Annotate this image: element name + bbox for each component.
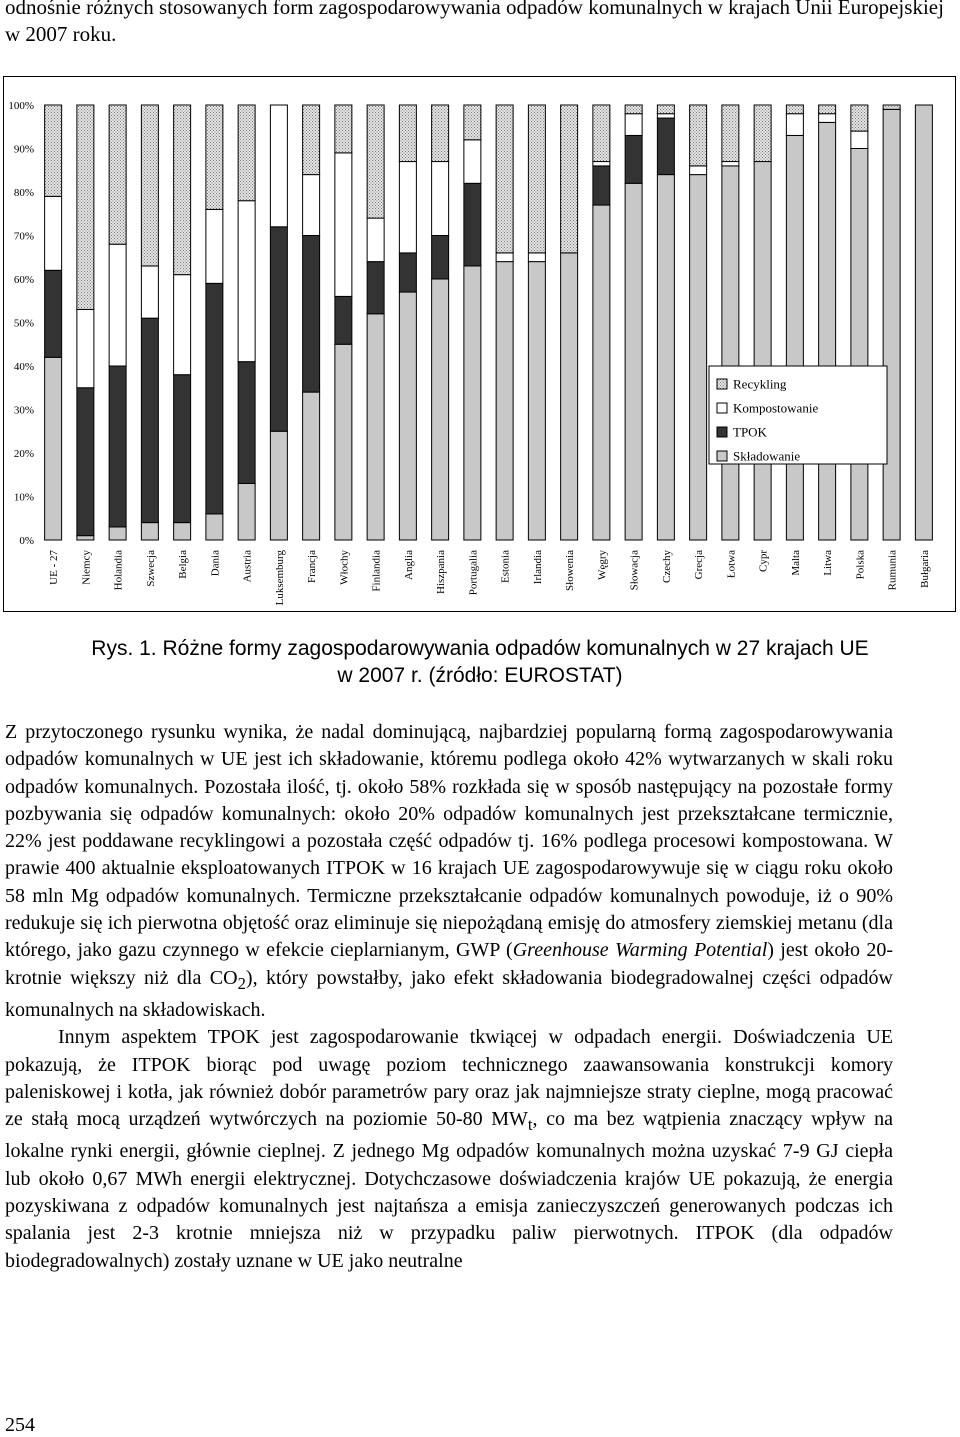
bar-segment-tpok [174, 375, 191, 523]
x-tick-label: Portugalia [467, 550, 480, 596]
y-tick-label: 0% [19, 535, 34, 547]
bar-segment-kompostowanie [206, 209, 223, 283]
paragraph-1-part-3: ), który powstałby, jako efekt składowania biodegradowalnej części odpadów komunalnych na składowiskach. [5, 966, 893, 1021]
bar-segment-skladowanie [496, 262, 513, 540]
bar-segment-skladowanie [303, 392, 320, 540]
x-tick-label: Szwecja [144, 550, 157, 587]
bar-segment-skladowanie [77, 536, 94, 540]
paragraph-1 [5, 719, 893, 1024]
bar-segment-recykling [625, 105, 642, 114]
stacked-bar-chart [3, 76, 956, 612]
bar-segment-kompostowanie [786, 114, 803, 136]
x-tick-label: Słowenia [564, 550, 577, 591]
bar-segment-kompostowanie [238, 201, 255, 362]
bar-segment-kompostowanie [77, 309, 94, 387]
bar-segment-skladowanie [561, 253, 578, 540]
bar-segment-skladowanie [883, 109, 900, 540]
bar-segment-tpok [77, 388, 94, 536]
paragraph-1-part-1: Z przytoczonego rysunku wynika, że nadal dominującą, najbardziej popularną formą zagospodarowywania odpadów komunalnych w UE jest ich składowanie, któremu podlega około 42% wytwarzanych w skali roku odpadów komunalnych. Pozostała ilość, tj. około 58% rozkłada się w sposób następujący na pozostałe formy pozbywania się odpadów komunalnych: około 20% odpadów komunalnych jest przekształcane termicznie, 22% jest poddawane recyklingowi a pozostała część odpadów tj. 16% podlega procesowi kompostowana. W prawie 400 aktualnie eksploatowanych ITPOK w 16 krajach UE zagospodarowywuje się w ciągu roku około 58 mln Mg odpadów komunalnych. Termiczne przekształcanie odpadów komunalnych powoduje, iż o 90% redukuje się ich pierwotna objętość oraz eliminuje się niepożądaną emisję do atmosfery ziemskiej metanu (dla którego, jako gazu czynnego w efekcie cieplarnianym, GWP ( [5, 721, 893, 962]
bar-segment-skladowanie [690, 175, 707, 540]
y-tick-label: 20% [13, 448, 34, 460]
bar-segment-skladowanie [786, 135, 803, 540]
paragraph-2 [5, 1024, 893, 1275]
bar-segment-tpok [593, 166, 610, 205]
bar-segment-kompostowanie [303, 175, 320, 236]
bar-segment-tpok [657, 118, 674, 175]
figure-caption-line-1: Rys. 1. Różne formy zagospodarowywania odpadów komunalnych w 27 krajach UE [91, 637, 869, 660]
bar-segment-recykling [335, 105, 352, 153]
paragraph-1-part-2: ) jest około 20-krotnie większy niż dla CO [5, 939, 893, 989]
bar-segment-recykling [786, 105, 803, 114]
bar-segment-kompostowanie [593, 162, 610, 166]
bar-segment-skladowanie [754, 162, 771, 540]
x-tick-label: Bułgaria [918, 550, 931, 588]
paragraph-1-italic: Greenhouse Warming Potential [512, 939, 768, 962]
x-tick-label: Polska [854, 550, 867, 580]
bar-segment-kompostowanie [657, 114, 674, 118]
bar-segment-kompostowanie [722, 162, 739, 166]
bar-segment-skladowanie [367, 314, 384, 540]
bar-segment-tpok [141, 318, 158, 522]
x-tick-label: Dania [209, 550, 222, 577]
legend-label-recykling: Recykling [733, 376, 787, 392]
legend-label-kompostowanie: Kompostowanie [733, 400, 819, 416]
bar-segment-kompostowanie [690, 166, 707, 175]
bar-segment-tpok [399, 253, 416, 292]
bar-segment-skladowanie [141, 523, 158, 540]
bar-segment-tpok [109, 366, 126, 527]
bar-segment-kompostowanie [851, 131, 868, 148]
body-text [5, 719, 893, 1275]
x-tick-label: Francja [306, 550, 319, 583]
bar-segment-tpok [238, 362, 255, 484]
bar-segment-skladowanie [915, 105, 932, 540]
bar-segment-skladowanie [238, 483, 255, 540]
bar-segment-skladowanie [657, 175, 674, 540]
bar-segment-tpok [432, 236, 449, 280]
bar-segment-recykling [819, 105, 836, 114]
bar-segment-recykling [561, 105, 578, 253]
x-tick-label: Holandia [112, 550, 125, 591]
legend [709, 366, 887, 464]
bar-segment-skladowanie [45, 357, 62, 540]
bar-segment-kompostowanie [399, 162, 416, 253]
legend-label-tpok: TPOK [733, 424, 767, 440]
bar-segment-recykling [528, 105, 545, 253]
bar-segment-recykling [399, 105, 416, 162]
bar-segment-recykling [77, 105, 94, 309]
bar-segment-recykling [238, 105, 255, 201]
bar-segment-skladowanie [206, 514, 223, 540]
bar-segment-recykling [754, 105, 771, 162]
x-tick-label: Finlandia [370, 550, 383, 592]
x-tick-label: Włochy [338, 550, 351, 585]
bar-segment-recykling [174, 105, 191, 275]
paragraph-1-subscript: 2 [237, 973, 246, 993]
bar-segment-kompostowanie [335, 153, 352, 297]
x-tick-label: Rumunia [886, 550, 899, 591]
bar-segment-skladowanie [399, 292, 416, 540]
legend-swatch-kompostowanie [717, 403, 727, 413]
legend-label-skladowanie: Składowanie [733, 448, 801, 464]
bar-segment-skladowanie [593, 205, 610, 540]
bar-segment-tpok [206, 283, 223, 514]
bar-segment-recykling [141, 105, 158, 266]
x-tick-label: Irlandia [531, 550, 544, 585]
bar-segment-kompostowanie [270, 105, 287, 227]
page-number: 254 [5, 1414, 35, 1436]
paragraph-2-part-2: , co ma bez wątpienia znaczący wpływ na lokalne rynki energii, głównie cieplnej. Z jednego Mg odpadów komunalnych można uzyskać 7-9 GJ ciepła lub około 0,67 MWh energii elektrycznej. Dotychczasowe doświadczenia krajów UE pokazują, że energia pozyskiwana z odpadów komunalnych jest najtańsza a emisja zanieczyszczeń generowanych podczas ich spalania jest 2-3 krotnie mniejsza niż w przypadku paliw pierwotnych. ITPOK (dla odpadów biodegradowalnych) zostały uznane w UE jako neutralne [5, 1108, 893, 1272]
x-tick-label: Łotwa [725, 550, 738, 579]
bar-segment-skladowanie [335, 344, 352, 540]
bar-segment-skladowanie [464, 266, 481, 540]
y-tick-label: 10% [13, 491, 34, 504]
y-tick-label: 60% [13, 274, 34, 286]
bar-segment-tpok [303, 236, 320, 393]
x-tick-label: Anglia [402, 550, 415, 580]
bar-segment-recykling [206, 105, 223, 209]
bar-segment-tpok [270, 227, 287, 431]
bar-segment-tpok [625, 135, 642, 183]
legend-swatch-skladowanie [717, 451, 727, 461]
bar-segment-tpok [45, 270, 62, 357]
bar-segment-kompostowanie [625, 114, 642, 136]
bar-segment-recykling [883, 105, 900, 109]
x-tick-label: Hiszpania [435, 550, 448, 594]
bar-segment-tpok [367, 262, 384, 314]
bar-segment-recykling [593, 105, 610, 162]
bar-segment-recykling [303, 105, 320, 175]
bar-segment-kompostowanie [367, 218, 384, 262]
y-tick-label: 50% [13, 317, 34, 330]
bar-segment-recykling [496, 105, 513, 253]
bar-segment-skladowanie [625, 183, 642, 540]
x-tick-label: Węgry [596, 550, 609, 580]
paragraph-2-part-1: Innym aspektem TPOK jest zagospodarowanie tkwiącej w odpadach energii. Doświadczenia UE pokazują, że ITPOK biorąc pod uwagę poziom technicznego zaawansowania konstrukcji komory paleniskowej i kotła, jak również dobór parametrów pary oraz jak najmniejsze straty cieplne, mogą pracować ze stałą mocą urządzeń wytwórczych na poziomie 50-80 MW [5, 1026, 893, 1131]
bar-segment-recykling [690, 105, 707, 166]
y-tick-label: 80% [13, 187, 34, 199]
y-tick-label: 100% [8, 100, 34, 112]
x-tick-label: Litwa [822, 550, 835, 576]
bar-segment-kompostowanie [528, 253, 545, 262]
legend-swatch-tpok [717, 427, 727, 437]
y-tick-label: 90% [13, 143, 34, 156]
bar-segment-recykling [464, 105, 481, 140]
x-tick-label: Słowacja [628, 550, 641, 591]
bar-segment-recykling [722, 105, 739, 162]
bar-segment-skladowanie [174, 523, 191, 540]
bar-segment-recykling [367, 105, 384, 218]
bar-segment-kompostowanie [141, 266, 158, 318]
bar-segment-tpok [335, 296, 352, 344]
x-tick-label: Czechy [660, 550, 673, 583]
x-tick-label: Austria [241, 550, 254, 583]
x-tick-label: Niemcy [80, 550, 93, 585]
bar-segment-recykling [45, 105, 62, 196]
bar-segment-kompostowanie [45, 196, 62, 270]
x-tick-label: Cypr [757, 550, 770, 572]
bar-segment-recykling [109, 105, 126, 244]
bar-segment-skladowanie [819, 122, 836, 540]
y-tick-label: 40% [13, 361, 34, 373]
x-tick-label: Luksemburg [273, 550, 286, 606]
x-tick-label: Malta [789, 550, 802, 576]
bar-segment-recykling [657, 105, 674, 114]
bar-segment-skladowanie [109, 527, 126, 540]
y-tick-label: 70% [13, 230, 34, 243]
x-tick-label: UE - 27 [48, 550, 61, 585]
x-tick-label: Estonia [499, 550, 512, 583]
y-tick-label: 30% [13, 404, 34, 417]
figure-caption-line-2: w 2007 r. (źródło: EUROSTAT) [337, 664, 623, 687]
bar-segment-skladowanie [851, 149, 868, 541]
x-tick-label: Grecja [693, 550, 706, 580]
bar-segment-tpok [464, 183, 481, 266]
legend-swatch-recykling [717, 379, 727, 389]
paragraph-2-subscript: t [527, 1115, 533, 1135]
bar-segment-recykling [432, 105, 449, 162]
bar-segment-skladowanie [528, 262, 545, 540]
bar-segment-kompostowanie [109, 244, 126, 366]
bar-segment-recykling [851, 105, 868, 131]
intro-text: odnośnie różnych stosowanych form zagospodarowywania odpadów komunalnych w krajach Unii Europejskiej w 2007 roku. [5, 0, 944, 46]
bar-segment-skladowanie [270, 431, 287, 540]
bar-segment-skladowanie [722, 166, 739, 540]
bar-segment-kompostowanie [432, 162, 449, 236]
bar-segment-kompostowanie [819, 114, 836, 123]
x-tick-label: Belgia [177, 550, 190, 579]
bar-segment-kompostowanie [496, 253, 513, 262]
bar-segment-kompostowanie [174, 275, 191, 375]
bar-segment-kompostowanie [464, 140, 481, 184]
bar-segment-skladowanie [432, 279, 449, 540]
